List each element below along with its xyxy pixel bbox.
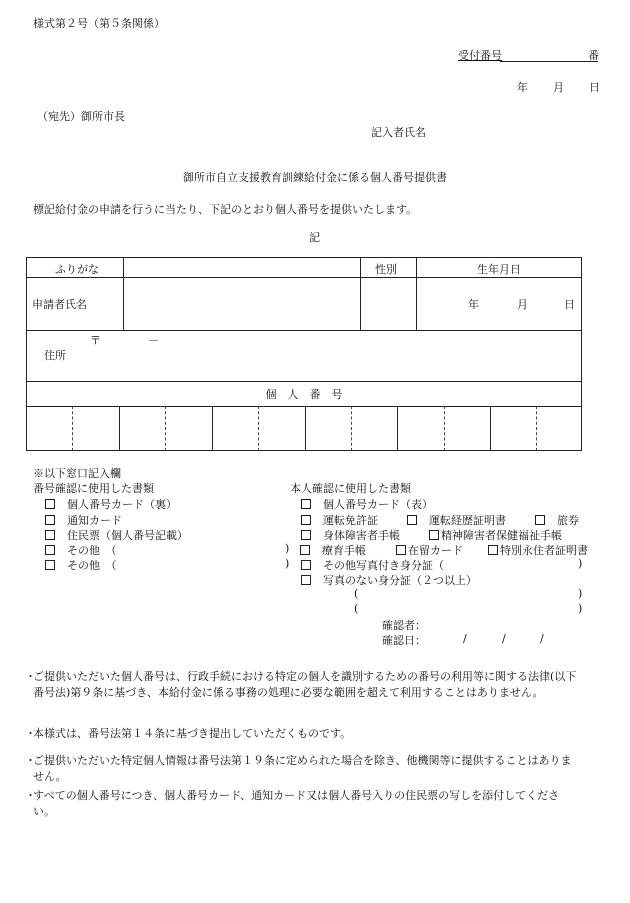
checkbox[interactable] — [45, 499, 55, 509]
receipt-number-label: 受付番号 — [458, 49, 502, 62]
furigana-input[interactable] — [125, 259, 358, 276]
filler-name-label: 記入者氏名 — [371, 126, 426, 139]
row-divider — [27, 277, 581, 278]
furigana-label: ふりがな — [55, 263, 99, 276]
applicant-name-input[interactable] — [125, 279, 358, 329]
identity-doc-item[interactable]: 運転経歴証明書 — [407, 512, 506, 528]
number-doc-item[interactable]: その他 （ — [45, 557, 117, 573]
mynumber-digit-input[interactable] — [213, 406, 258, 451]
close-paren: ) — [578, 587, 583, 600]
mynumber-digit-input[interactable] — [27, 406, 72, 451]
note-item: ・ すべての個人番号につき、個人番号カード、通知カード又は個人番号入りの住民票の写しを添付してください。 — [25, 789, 560, 818]
checkbox[interactable] — [45, 560, 55, 570]
ki-label: 記 — [309, 231, 320, 244]
col-divider — [123, 258, 124, 330]
note-item: ・ ご提供いただいた個人番号は、行政手続における特定の個人を識別するための番号の利用等に関する法律(以下番号法)第９条に基づき、本給付金に係る事務の処理に必要な範囲を超えて利用することはありません。 — [25, 670, 577, 699]
applicant-form-table — [26, 257, 582, 451]
mynumber-header: 個 人 番 号 — [265, 388, 343, 401]
addressee: （宛先）御所市長 — [37, 110, 125, 123]
identity-doc-item[interactable]: 旅券 — [535, 512, 579, 528]
address-label: 住所 — [44, 349, 66, 362]
identity-doc-item[interactable]: 療育手帳 — [300, 542, 366, 558]
mynumber-digit-input[interactable] — [352, 406, 397, 451]
checkbox[interactable] — [407, 515, 417, 525]
applicant-name-label: 申請者氏名 — [32, 298, 87, 311]
date-year: 年 — [517, 81, 528, 94]
checkbox[interactable] — [396, 545, 406, 555]
checkbox[interactable] — [45, 545, 55, 555]
mynumber-digit-input[interactable] — [73, 406, 119, 451]
identity-doc-item[interactable]: その他写真付き身分証（ — [301, 557, 444, 573]
checkbox[interactable] — [429, 530, 439, 540]
row-divider — [27, 330, 581, 331]
col-divider — [360, 258, 361, 330]
checkbox[interactable] — [301, 530, 311, 540]
close-paren: ) — [578, 557, 583, 570]
number-doc-item[interactable]: 通知カード — [45, 512, 122, 528]
open-paren: ( — [354, 602, 359, 615]
checkbox[interactable] — [301, 560, 311, 570]
gender-input[interactable] — [362, 279, 414, 329]
checkbox[interactable] — [301, 575, 311, 585]
checkbox[interactable] — [301, 499, 311, 509]
office-use-heading: ※以下窓口記入欄 — [33, 467, 121, 480]
date-separator: / — [540, 632, 544, 645]
postal-dash: － — [148, 334, 159, 347]
note-item: ・ 本様式は、番号法第１４条に基づき提出していただくものです。 — [25, 727, 352, 740]
close-paren: ) — [285, 542, 290, 555]
identity-doc-item[interactable]: 個人番号カード（表） — [301, 496, 433, 512]
date-month: 月 — [553, 81, 564, 94]
identity-docs-title: 本人確認に使用した書類 — [290, 482, 411, 495]
mynumber-digit-input[interactable] — [491, 406, 536, 451]
receipt-number-suffix: 番 — [588, 49, 599, 62]
date-separator: / — [502, 632, 506, 645]
mynumber-digit-input[interactable] — [398, 406, 444, 451]
date-separator: / — [463, 632, 467, 645]
checkbox[interactable] — [45, 530, 55, 540]
checkbox[interactable] — [488, 545, 498, 555]
row-divider — [27, 381, 581, 382]
col-divider — [416, 258, 417, 330]
mynumber-digit-input[interactable] — [537, 406, 581, 451]
checkbox[interactable] — [45, 515, 55, 525]
identity-doc-item[interactable]: 精神障害者保健福祉手帳 — [429, 527, 562, 543]
address-input[interactable] — [87, 332, 577, 379]
mynumber-digit-input[interactable] — [166, 406, 212, 451]
identity-doc-item[interactable]: 写真のない身分証（２つ以上） — [301, 572, 477, 588]
identity-doc-item[interactable]: 運転免許証 — [301, 512, 378, 528]
birth-year: 年 — [468, 298, 479, 311]
checkbox[interactable] — [535, 515, 545, 525]
checkbox[interactable] — [300, 545, 310, 555]
birthdate-label: 生年月日 — [477, 263, 521, 276]
identity-doc-item[interactable]: 身体障害者手帳 — [301, 527, 400, 543]
confirm-date-label: 確認日： — [382, 634, 426, 647]
note-item: ・ ご提供いただいた特定個人情報は番号法第１９条に定められた場合を除き、他機関等に提供することはありません。 — [25, 754, 572, 783]
open-paren: ( — [354, 587, 359, 600]
gender-label: 性別 — [375, 263, 397, 276]
receipt-number-field[interactable] — [500, 61, 598, 62]
mynumber-digit-input[interactable] — [120, 406, 165, 451]
mynumber-digit-input[interactable] — [306, 406, 351, 451]
document-title: 御所市自立支援教育訓練給付金に係る個人番号提供書 — [183, 171, 447, 184]
birth-day: 日 — [564, 298, 575, 311]
identity-doc-item[interactable]: 在留カード — [396, 542, 463, 558]
mynumber-digit-input[interactable] — [259, 406, 305, 451]
number-doc-item[interactable]: 住民票（個人番号記載） — [45, 527, 188, 543]
close-paren: ) — [578, 602, 583, 615]
number-doc-item[interactable]: 個人番号カード（裏） — [45, 496, 177, 512]
intro-text: 標記給付金の申請を行うに当たり、下記のとおり個人番号を提供いたします。 — [33, 203, 418, 216]
birth-month: 月 — [517, 298, 528, 311]
confirmer-label: 確認者： — [382, 619, 426, 632]
number-docs-title: 番号確認に使用した書類 — [33, 482, 154, 495]
form-number: 様式第２号（第５条関係） — [33, 17, 165, 30]
postal-mark: 〒 — [90, 334, 101, 347]
checkbox[interactable] — [301, 515, 311, 525]
close-paren: ) — [285, 557, 290, 570]
date-day: 日 — [589, 81, 600, 94]
mynumber-digit-input[interactable] — [445, 406, 490, 451]
number-doc-item[interactable]: その他 （ — [45, 542, 117, 558]
identity-doc-item[interactable]: 特別永住者証明書 — [488, 542, 588, 558]
